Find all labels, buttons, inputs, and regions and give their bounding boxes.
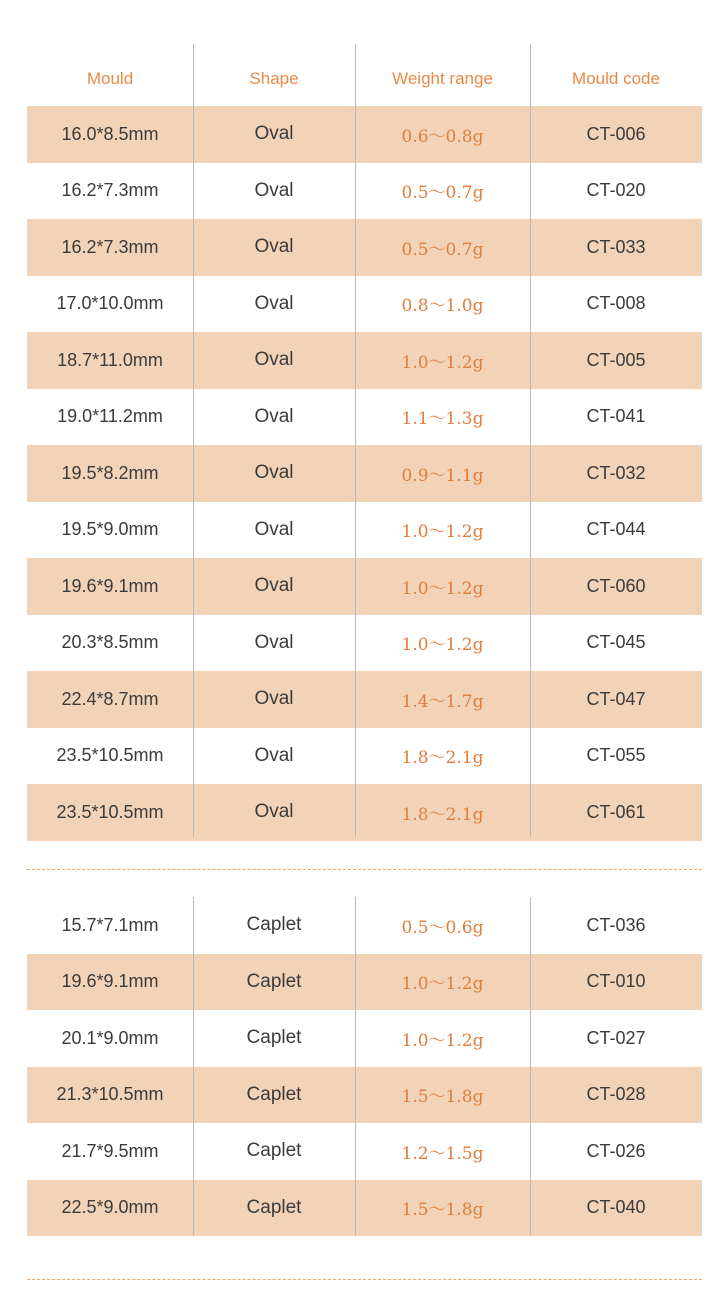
table-row (27, 671, 702, 728)
cell-shape: Oval (254, 575, 294, 597)
cell-mould: 19.5*9.0mm (61, 519, 159, 540)
cell-weight-range: 1.0～1.2g (401, 974, 484, 995)
cell-weight-range: 1.5～1.8g (401, 1200, 484, 1221)
cell-shape: Oval (254, 123, 294, 145)
oval-table-body (27, 106, 702, 841)
table-row (27, 219, 702, 276)
caplet-mould-table (27, 897, 702, 1236)
cell-mould-code: CT-020 (586, 180, 646, 201)
cell-mould-code: CT-044 (586, 519, 646, 540)
table-row (27, 558, 702, 615)
column-divider (530, 897, 531, 1236)
cell-mould-code: CT-055 (586, 745, 646, 766)
table-row (27, 502, 702, 559)
column-divider (530, 44, 531, 837)
cell-weight-range: 1.8～2.1g (401, 804, 484, 825)
cell-mould-code: CT-060 (586, 575, 646, 596)
cell-mould: 19.6*9.1mm (61, 575, 159, 596)
table-row (27, 1123, 702, 1180)
cell-mould-code: CT-047 (586, 688, 646, 709)
cell-shape: Oval (254, 179, 294, 201)
cell-mould-code: CT-040 (586, 1197, 646, 1218)
table-row (27, 106, 702, 163)
cell-mould-code: CT-005 (586, 349, 646, 370)
cell-mould-code: CT-027 (586, 1027, 646, 1048)
cell-mould: 21.3*10.5mm (56, 1084, 164, 1105)
cell-weight-range: 1.0～1.2g (401, 352, 484, 373)
cell-shape: Oval (254, 236, 294, 258)
cell-weight-range: 0.5～0.7g (401, 239, 484, 260)
cell-shape: Oval (254, 462, 294, 484)
cell-weight-range: 0.5～0.7g (401, 183, 484, 204)
table-header-row (27, 44, 702, 106)
cell-mould: 19.0*11.2mm (57, 406, 163, 427)
section-separator (27, 869, 702, 870)
cell-shape: Oval (254, 405, 294, 427)
cell-mould: 18.7*11.0mm (57, 349, 163, 370)
cell-mould: 16.2*7.3mm (61, 236, 159, 257)
table-row (27, 954, 702, 1011)
cell-shape: Oval (254, 744, 294, 766)
cell-shape: Caplet (246, 970, 302, 992)
cell-mould: 20.3*8.5mm (61, 632, 159, 653)
cell-weight-range: 1.8～2.1g (401, 748, 484, 769)
cell-mould: 17.0*10.0mm (56, 293, 164, 314)
column-divider (193, 44, 194, 837)
cell-mould-code: CT-041 (586, 406, 646, 427)
cell-weight-range: 1.4～1.7g (401, 691, 484, 712)
cell-shape: Oval (254, 801, 294, 823)
column-divider (193, 897, 194, 1236)
table-row (27, 615, 702, 672)
table-row (27, 445, 702, 502)
cell-mould-code: CT-032 (586, 462, 646, 483)
cell-mould: 16.2*7.3mm (61, 180, 159, 201)
cell-mould: 23.5*10.5mm (56, 745, 164, 766)
cell-weight-range: 1.0～1.2g (401, 1030, 484, 1051)
cell-mould-code: CT-061 (586, 801, 646, 822)
header-mould: Mould (86, 69, 134, 88)
cell-mould-code: CT-028 (586, 1084, 646, 1105)
column-divider (355, 897, 356, 1236)
cell-mould-code: CT-006 (586, 123, 646, 144)
cell-mould: 20.1*9.0mm (61, 1027, 159, 1048)
cell-weight-range: 0.6～0.8g (401, 126, 484, 147)
cell-mould-code: CT-045 (586, 632, 646, 653)
cell-shape: Caplet (246, 1140, 302, 1162)
cell-mould: 16.0*8.5mm (61, 123, 159, 144)
table-row (27, 1067, 702, 1124)
cell-mould: 19.5*8.2mm (61, 462, 159, 483)
cell-mould-code: CT-026 (586, 1140, 646, 1161)
caplet-table-body (27, 897, 702, 1236)
table-row (27, 1010, 702, 1067)
cell-weight-range: 0.9～1.1g (401, 465, 484, 486)
cell-weight-range: 1.0～1.2g (401, 578, 484, 599)
header-shape: Shape (249, 69, 299, 88)
cell-weight-range: 1.2～1.5g (401, 1143, 484, 1164)
cell-mould: 22.5*9.0mm (61, 1197, 159, 1218)
table-row (27, 389, 702, 446)
oval-mould-table (27, 44, 702, 841)
cell-weight-range: 1.0～1.2g (401, 635, 484, 656)
cell-weight-range: 1.0～1.2g (401, 522, 484, 543)
cell-shape: Oval (254, 292, 294, 314)
header-mould-code: Mould code (572, 69, 660, 88)
cell-mould: 19.6*9.1mm (61, 971, 159, 992)
cell-shape: Caplet (246, 1027, 302, 1049)
cell-mould: 23.5*10.5mm (56, 801, 164, 822)
cell-weight-range: 1.1～1.3g (401, 409, 484, 430)
section-separator (27, 1279, 702, 1280)
header-weight-range: Weight range (392, 69, 493, 88)
cell-weight-range: 0.8～1.0g (401, 296, 484, 317)
cell-mould-code: CT-008 (586, 293, 646, 314)
cell-mould-code: CT-010 (586, 971, 646, 992)
table-row (27, 163, 702, 220)
cell-mould: 21.7*9.5mm (61, 1140, 159, 1161)
cell-shape: Oval (254, 688, 294, 710)
table-row (27, 276, 702, 333)
cell-mould: 15.7*7.1mm (61, 914, 159, 935)
cell-shape: Oval (254, 631, 294, 653)
table-row (27, 332, 702, 389)
cell-shape: Oval (254, 349, 294, 371)
cell-mould: 22.4*8.7mm (61, 688, 159, 709)
table-row (27, 897, 702, 954)
table-row (27, 784, 702, 841)
table-row (27, 1180, 702, 1237)
cell-mould-code: CT-036 (586, 914, 646, 935)
cell-shape: Oval (254, 518, 294, 540)
cell-shape: Caplet (246, 914, 302, 936)
table-row (27, 728, 702, 785)
cell-mould-code: CT-033 (586, 236, 646, 257)
cell-weight-range: 1.5～1.8g (401, 1087, 484, 1108)
cell-weight-range: 0.5～0.6g (401, 917, 484, 938)
cell-shape: Caplet (246, 1196, 302, 1218)
cell-shape: Caplet (246, 1083, 302, 1105)
column-divider (355, 44, 356, 837)
